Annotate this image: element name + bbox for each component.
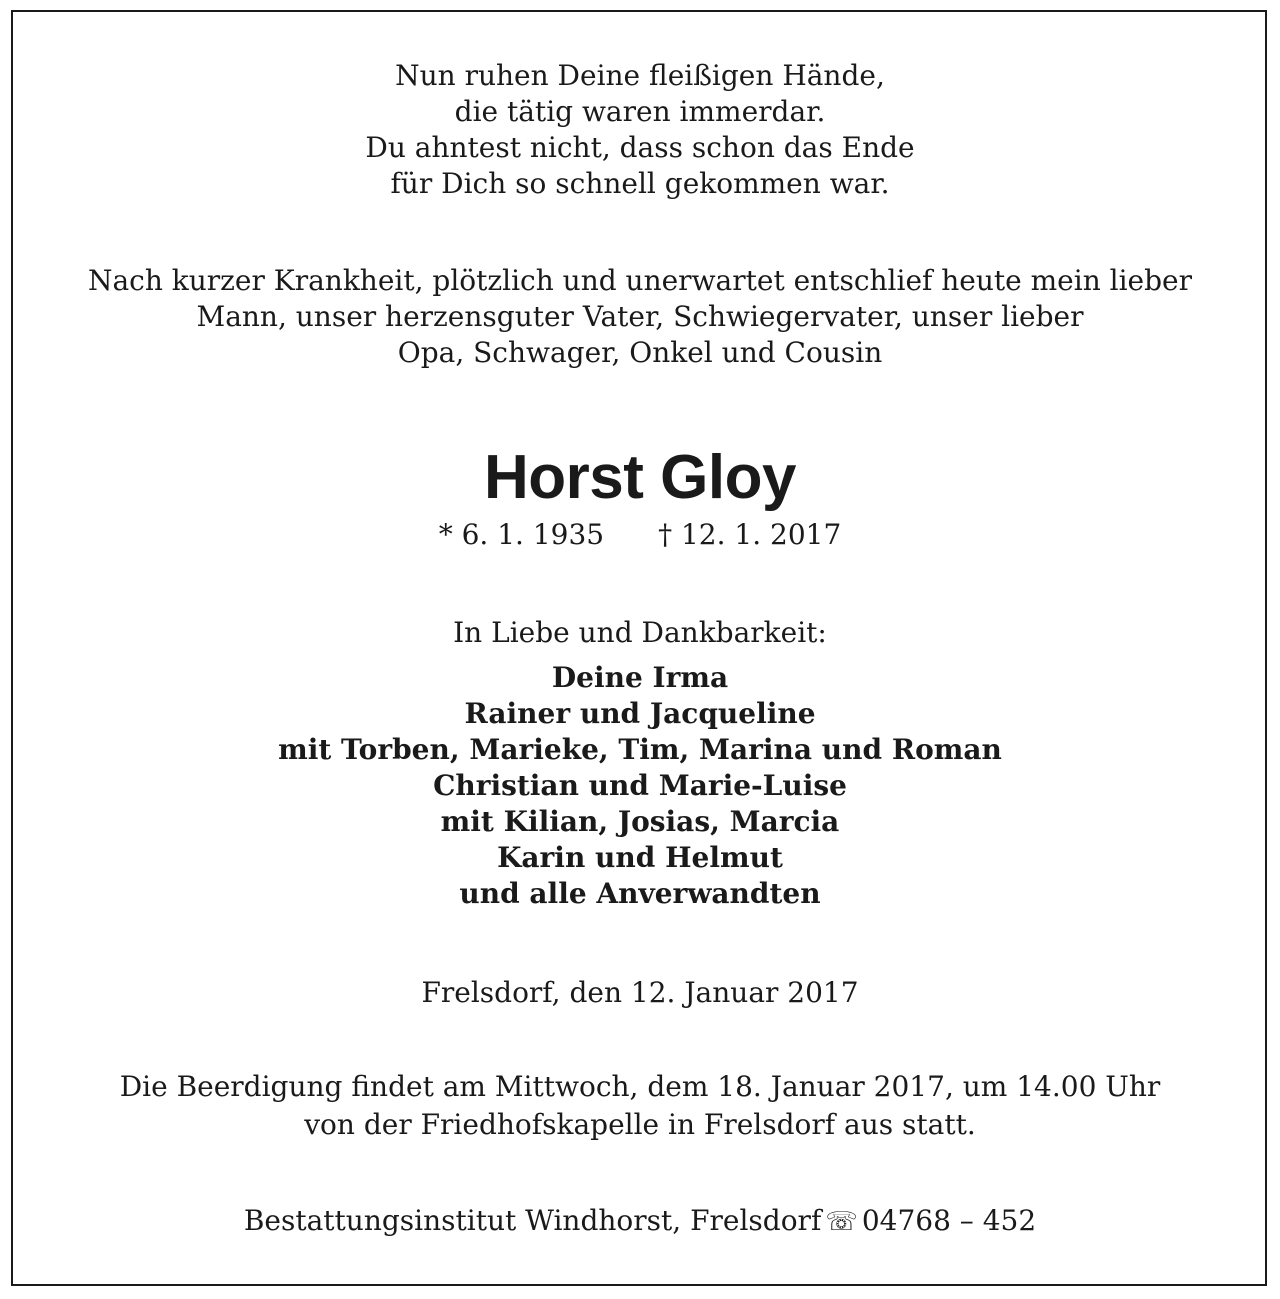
mourner-line: und alle Anverwandten bbox=[459, 877, 821, 910]
funeral-line: von der Friedhofskapelle in Frelsdorf aus statt. bbox=[304, 1108, 976, 1141]
deceased-name: Horst Gloy bbox=[484, 443, 796, 512]
mourner-line: mit Torben, Marieke, Tim, Marina und Roman bbox=[278, 733, 1002, 766]
poem bbox=[0, 58, 1280, 202]
death-date: † 12. 1. 2017 bbox=[658, 518, 842, 551]
undertaker-name: Bestattungsinstitut Windhorst, Frelsdorf bbox=[243, 1204, 822, 1237]
mourner-line: Karin und Helmut bbox=[497, 841, 783, 874]
poem-line: die tätig waren immerdar. bbox=[454, 95, 826, 128]
poem-line: Nun ruhen Deine fleißigen Hände, bbox=[395, 59, 885, 92]
funeral-line: Die Beerdigung findet am Mittwoch, dem 18. Januar 2017, um 14.00 Uhr bbox=[119, 1070, 1161, 1103]
undertaker-phone: 04768 – 452 bbox=[861, 1204, 1037, 1237]
funeral-info bbox=[0, 1068, 1280, 1144]
birth-date: * 6. 1. 1935 bbox=[438, 518, 605, 551]
mourner-line: Rainer und Jacqueline bbox=[464, 697, 816, 730]
poem-line: für Dich so schnell gekommen war. bbox=[390, 167, 890, 200]
intro-line: Mann, unser herzensguter Vater, Schwiegervater, unser lieber bbox=[196, 300, 1084, 333]
mourners-list bbox=[0, 660, 1280, 912]
intro-line: Opa, Schwager, Onkel und Cousin bbox=[397, 336, 883, 369]
mourner-line: mit Kilian, Josias, Marcia bbox=[440, 805, 840, 838]
poem-line: Du ahntest nicht, dass schon das Ende bbox=[365, 131, 915, 164]
undertaker-info bbox=[0, 1202, 1280, 1241]
mourner-line: Christian und Marie-Luise bbox=[433, 769, 847, 802]
life-dates bbox=[0, 516, 1280, 554]
mourner-line: Deine Irma bbox=[551, 661, 729, 694]
phone-icon: ☏ bbox=[825, 1207, 858, 1237]
mourners-heading: In Liebe und Dankbarkeit: bbox=[453, 616, 827, 649]
place-and-date: Frelsdorf, den 12. Januar 2017 bbox=[421, 976, 859, 1009]
intro-text bbox=[0, 263, 1280, 371]
intro-line: Nach kurzer Krankheit, plötzlich und unerwartet entschlief heute mein lieber bbox=[87, 264, 1193, 297]
